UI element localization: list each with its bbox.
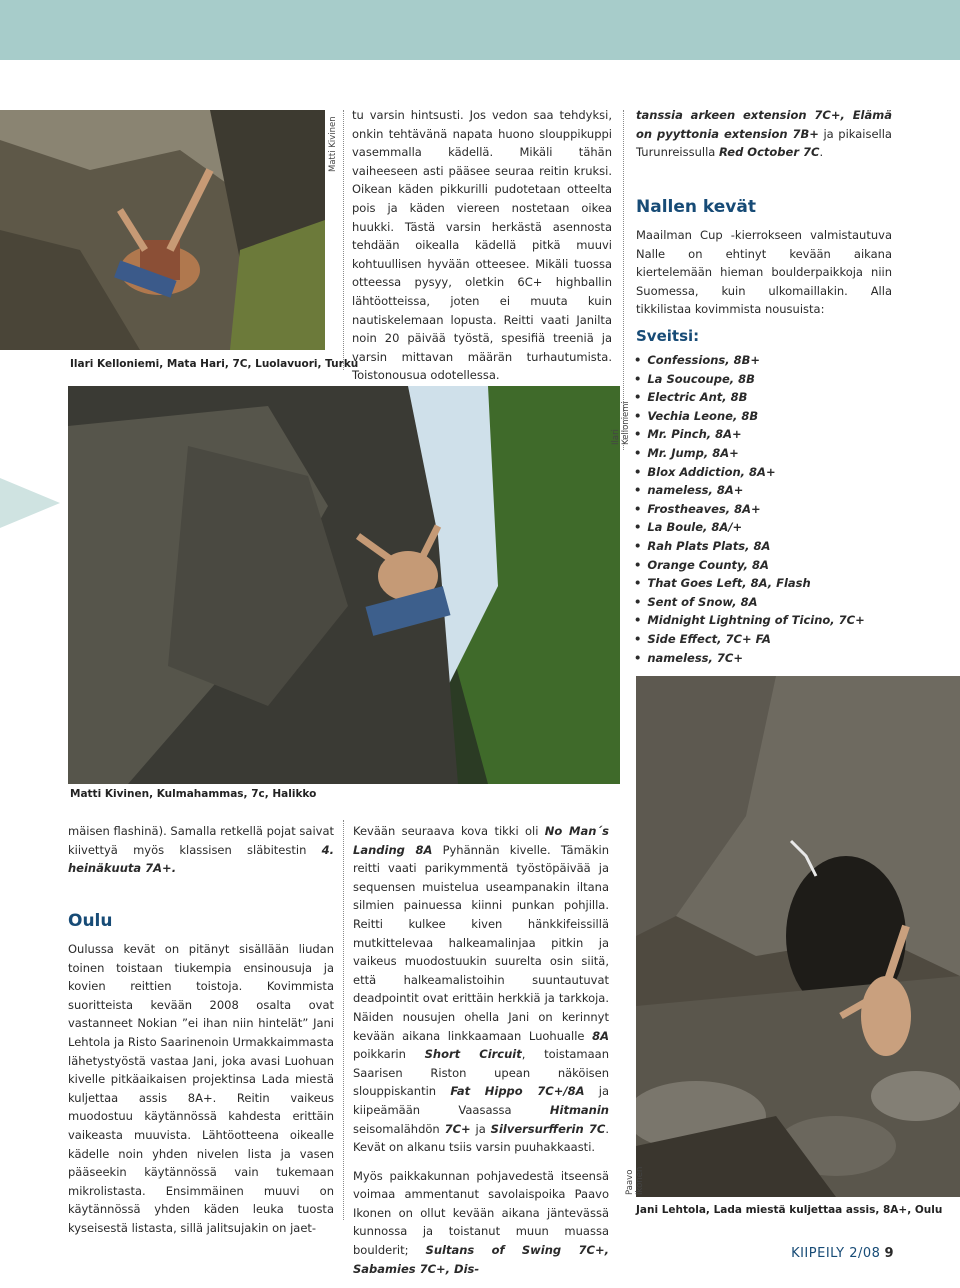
paragraph: mäisen flashinä). Samalla retkellä pojat saivat kiivettyä myös klassisen släbitestin 4. heinäkuuta 7A+. (68, 824, 334, 876)
paragraph: Myös paikkakunnan pohjavedestä itseensä voimaa ammentanut savolaispoika Paavo Ikonen on ollut kevään aikana jäntevässä kunnossa ja toistanut muun muassa boulderit; Sultans of Swing 7C+, Sabamies 7C+, Dis- (353, 1168, 609, 1276)
heading-oulu: Oulu (68, 911, 113, 931)
list-item: • nameless, 8A+ (634, 481, 894, 500)
list-item: • Frostheaves, 8A+ (634, 500, 894, 519)
list-item: • Side Effect, 7C+ FA (634, 630, 894, 649)
col1-bottom-text (68, 822, 334, 888)
page-footer (791, 1246, 894, 1261)
tick-list (634, 351, 894, 667)
col1-oulu-text (68, 940, 334, 1248)
photo-credit-3: Paavo Ikonen (625, 1166, 645, 1195)
list-item: • Rah Plats Plats, 8A (634, 537, 894, 556)
list-item: • Blox Addiction, 8A+ (634, 463, 894, 482)
col3-paragraph (636, 226, 892, 329)
list-item: • Mr. Pinch, 8A+ (634, 425, 894, 444)
photo-mata-hari (0, 110, 325, 350)
col3-top-text (636, 106, 892, 172)
subheading-sveitsi: Sveitsi: (636, 327, 700, 345)
list-item: • nameless, 7C+ (634, 649, 894, 668)
photo-lada (636, 676, 960, 1197)
list-item: • La Soucoupe, 8B (634, 370, 894, 389)
page-number: 9 (884, 1246, 894, 1261)
intro-paragraph: tanssia arkeen extension 7C+, Elämä on pyyttonia extension 7B+ ja pikaisella Turunreissulla Red October 7C. (636, 108, 892, 160)
col2-bottom-text (353, 822, 609, 1288)
left-wedge-bottom (0, 478, 60, 528)
photo-kulmahammas (68, 386, 620, 784)
list-item: • That Goes Left, 8A, Flash (634, 574, 894, 593)
paragraph: Oulussa kevät on pitänyt sisällään liudan toinen toistaan tiukempia ensinousuja ja kovien reittien toistoja. Kovimmista suoritteista kevään 2008 osalta ovat vastanneet Nokian ”ei ihan niin hintelät” Jani Lehtola ja Risto Saarinenoin Urmakkaimmasta lähetystyöstä vastaa Jani, joka avasi Luohuan kivelle pitkäaikaisen projektinsa Lada miestä kuljettaa assis 8A+. Reitin vaikeus muodostuu käytännössä kahdesta erittäin vaikeasta muuvista. Lähtöotteena oikealle kädelle noin yhden nivelen lista ja vasen pääseekin käytännössä vain tukemaan mikrolistasta. Ensimmäinen muuvi on käytännössä yhden käden leuka tuosta kyseisestä listasta, sillä jalitsujakin on jaet- (68, 942, 334, 1235)
paragraph: Maailman Cup -kierrokseen valmistautuva Nalle on ehtinyt kevään aikana kiertelemään hieman boulderpaikkoja niin Suomessa, kuin ulkomaillakin. Alla tikkilistaa kovimmista nousuista: (636, 228, 892, 317)
list-item: • Confessions, 8B+ (634, 351, 894, 370)
column-divider-3 (343, 820, 344, 1220)
top-color-band (0, 0, 960, 60)
list-item: • Midnight Lightning of Ticino, 7C+ (634, 611, 894, 630)
heading-nallen-kevat: Nallen kevät (636, 197, 756, 217)
photo-credit-1: Matti Kivinen (328, 116, 338, 172)
list-item: • Vechia Leone, 8B (634, 407, 894, 426)
paragraph: tu varsin hintsusti. Jos vedon saa tehdyksi, onkin tehtävänä napata huono slouppikuppi vasemmalla kädellä. Mikäli tähän vaiheeseen asti pääsee seuraa reitin kruksi. Oikean käden pikkurilli pudotetaan otteelta pois ja käden viereen nostetaan oikea huukki. Tästä varsin herkästä asennosta tehdään oikealla kädellä pitkä muuvi kohtuullisen hyvään otteesee. Mikäli tuossa otteessa pysyy, oletkin 6C+ highballin lähtöotteissa, joten ei muuta kuin nautiskelemaan lopusta. Reitti vaati Janilta noin 20 päivää työstä, spesifiä treeniä ja varsin mittavan määrän turhautumista. Toistonousua odotellessa. (352, 108, 612, 383)
photo-credit-2: Ilari Kelloniemi (611, 401, 631, 445)
list-item: • Sent of Snow, 8A (634, 593, 894, 612)
col2-top-text (352, 106, 612, 395)
caption-photo-1: Ilari Kelloniemi, Mata Hari, 7C, Luolavuori, Turku (70, 358, 359, 370)
list-item: • La Boule, 8A/+ (634, 518, 894, 537)
caption-photo-2: Matti Kivinen, Kulmahammas, 7c, Halikko (70, 788, 317, 800)
list-item: • Mr. Jump, 8A+ (634, 444, 894, 463)
column-divider-1 (343, 110, 344, 370)
caption-photo-3: Jani Lehtola, Lada miestä kuljettaa assis, 8A+, Oulu (636, 1204, 943, 1216)
magazine-issue: KIIPEILY 2/08 (791, 1246, 881, 1261)
list-item: • Electric Ant, 8B (634, 388, 894, 407)
paragraph: Kevään seuraava kova tikki oli No Man´s Landing 8A Pyhännän kivelle. Tämäkin reitti vaati parikymmentä työstöpäivää ja sequensen muistelua useampanakin iltana silmien painuessa kiinni punkan pohjilla. Reitti kulkee kiven hänkkifeissillä mutkittelevaa halkeamalinjaa pitkin ja vaikeus muodostuukin suurelta osin siitä, että halkeamalistoihin suuntautuvat deadpointit ovat erittäin herkkiä ja tarkkoja. Näiden nousujen ohella Jani on kerinnyt kevään aikana linkkaamaan Luohualle 8A poikkarin Short Circuit, toistamaan Saarisen Riston upean näköisen slouppiskantin Fat Hippo 7C+/8A ja kiipeämään Vaasassa Hitmanin seisomalähdön 7C+ ja Silversurfferin 7C. Kevät on alkanu tsiis varsin puuhakkaasti. (353, 824, 610, 1155)
list-item: • Orange County, 8A (634, 556, 894, 575)
